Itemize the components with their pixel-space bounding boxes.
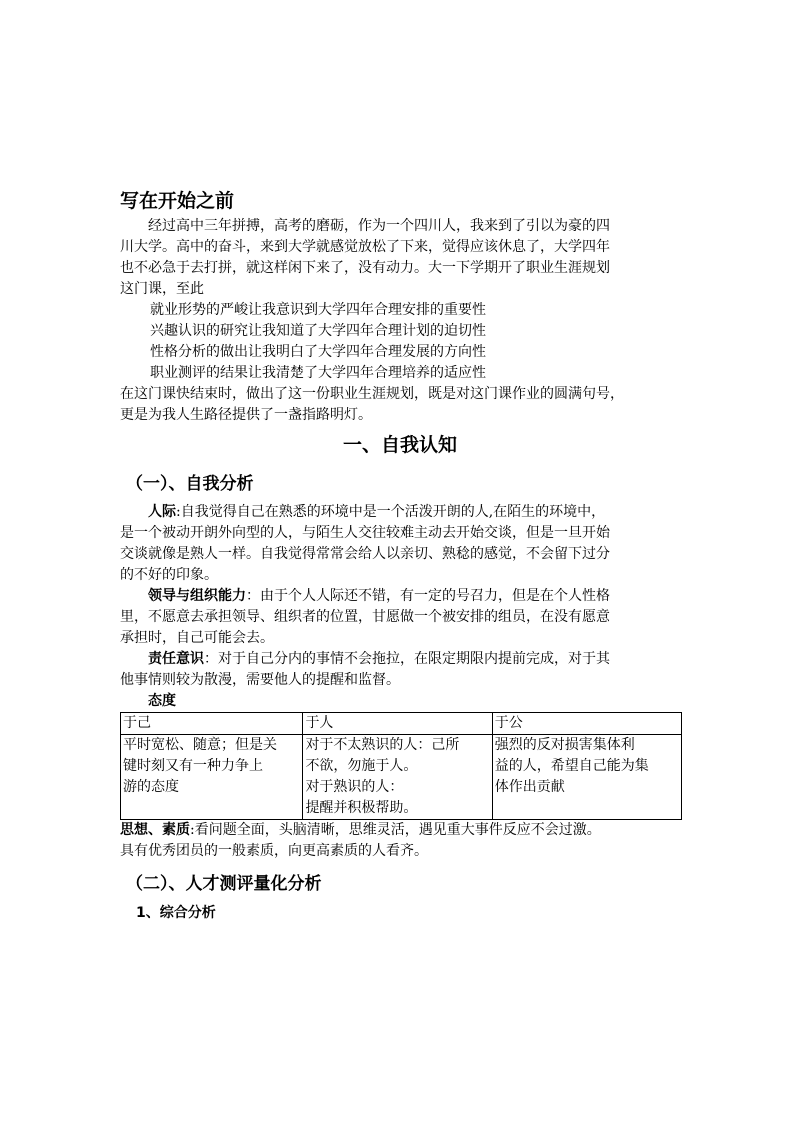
- cell-line: 强烈的反对损害集体利: [494, 737, 635, 753]
- intro-para-line: 也不必急于去打拼，就这样闲下来了，没有动力。大一下学期开了职业生涯规划: [120, 260, 610, 276]
- cell-line: 平时宽松、随意；但是关: [123, 737, 277, 753]
- leadership-paragraph: [120, 586, 680, 607]
- attitude-table: [120, 712, 682, 820]
- thought-text: :看问题全面，头脑清晰，思维灵活，遇见重大事件反应不会过激。: [190, 822, 601, 838]
- cell-line: 体作出贡献: [494, 779, 565, 795]
- leadership-text: ：由于个人人际还不错，有一定的号召力，但是在个人性格: [246, 588, 610, 604]
- attitude-header-others: 于人: [303, 713, 492, 735]
- interpersonal-text: :自我觉得自己在熟悉的环境中是一个活泼开朗的人,在陌生的环境中，: [176, 504, 606, 520]
- leadership-line: 里，不愿意去承担领导、组织者的位置，甘愿做一个被安排的组员，在没有愿意: [120, 609, 610, 625]
- attitude-table-header-row: [121, 713, 682, 735]
- interpersonal-label: 人际: [148, 504, 176, 520]
- attitude-table-body-row: [121, 735, 682, 820]
- interpersonal-line: 的不好的印象。: [120, 567, 218, 583]
- intro-list-item: 兴趣认识的研究让我知道了大学四年合理计划的迫切性: [150, 323, 486, 339]
- document-page: [120, 186, 680, 924]
- responsibility-paragraph: [120, 649, 680, 670]
- thought-paragraph: [120, 820, 680, 841]
- cell-line: 提醒并积极帮助。: [305, 800, 418, 816]
- cell-line: 不欲，勿施于人。: [305, 758, 418, 774]
- attitude-header-self: 于己: [121, 713, 303, 735]
- section-title-self-analysis: （一）、自我分析: [126, 474, 254, 494]
- chapter-title: 一、自我认知: [342, 434, 457, 456]
- intro-para-line: 经过高中三年拼搏，高考的磨砺，作为一个四川人，我来到了引以为豪的四: [148, 218, 610, 234]
- cell-line: 对于不太熟识的人：己所: [305, 737, 460, 753]
- thought-label: 思想、素质: [120, 822, 190, 838]
- cell-line: 益的人，希望自己能为集: [494, 758, 649, 774]
- leadership-line: 承担时，自己可能会去。: [120, 630, 274, 646]
- section-title-talent-assessment: （二）、人才测评量化分析: [126, 874, 322, 894]
- intro-list-item: 职业测评的结果让我清楚了大学四年合理培养的适应性: [150, 365, 486, 381]
- intro-para-line: 这门课，至此: [120, 281, 204, 297]
- subsection-title-comprehensive: 1、综合分析: [136, 905, 216, 921]
- attitude-cell-self: [121, 735, 303, 820]
- intro-heading: 写在开始之前: [120, 190, 235, 212]
- attitude-label: 态度: [148, 693, 176, 709]
- responsibility-label: 责任意识: [148, 651, 204, 667]
- leadership-label: 领导与组织能力: [148, 588, 246, 604]
- intro-para-line: 川大学。高中的奋斗，来到大学就感觉放松了下来，觉得应该休息了，大学四年: [120, 239, 610, 255]
- attitude-cell-others: [303, 735, 492, 820]
- interpersonal-paragraph: [120, 502, 680, 523]
- attitude-header-public: 于公: [492, 713, 681, 735]
- thought-line: 具有优秀团员的一般素质，向更高素质的人看齐。: [120, 843, 428, 859]
- intro-closing-line: 更是为我人生路径提供了一盏指路明灯。: [120, 407, 372, 423]
- cell-line: 键时刻又有一种力争上: [123, 758, 263, 774]
- attitude-label-line: [120, 691, 680, 712]
- intro-list-item: 就业形势的严峻让我意识到大学四年合理安排的重要性: [150, 302, 486, 318]
- responsibility-text: ：对于自己分内的事情不会拖拉，在限定期限内提前完成，对于其: [204, 651, 610, 667]
- responsibility-line: 他事情则较为散漫，需要他人的提醒和监督。: [120, 672, 400, 688]
- cell-line: 游的态度: [123, 779, 179, 795]
- cell-line: 对于熟识的人：: [305, 779, 404, 795]
- intro-list-item: 性格分析的做出让我明白了大学四年合理发展的方向性: [150, 344, 486, 360]
- interpersonal-line: 是一个被动开朗外向型的人，与陌生人交往较难主动去开始交谈，但是一旦开始: [120, 525, 610, 541]
- attitude-cell-public: [492, 735, 681, 820]
- intro-closing-line: 在这门课快结束时，做出了这一份职业生涯规划，既是对这门课作业的圆满句号，: [120, 386, 624, 402]
- interpersonal-line: 交谈就像是熟人一样。自我觉得常常会给人以亲切、熟稔的感觉，不会留下过分: [120, 546, 610, 562]
